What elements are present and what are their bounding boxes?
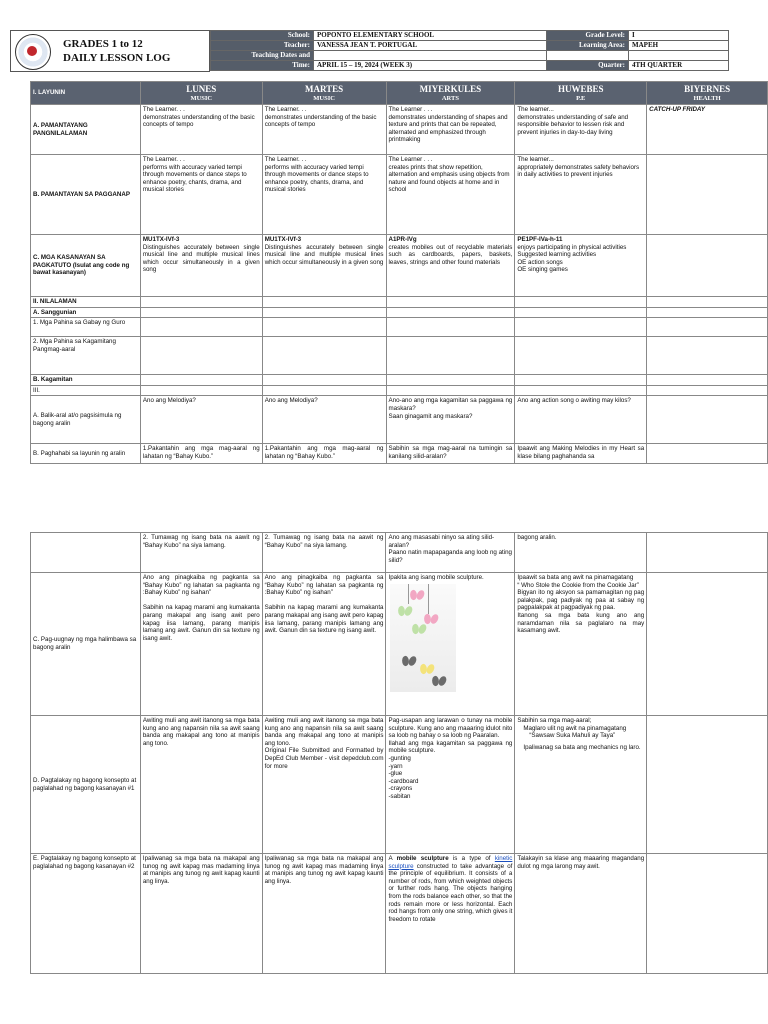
- cell-pamantayang-lunes: The Learner. . . demonstrates understanding of the basic concepts of tempo: [140, 105, 262, 155]
- empty-cell: [647, 396, 768, 444]
- row-label-kagamitan: B. Kagamitan: [31, 375, 141, 386]
- teacher-value: VANESSA JEAN T. PORTUGAL: [314, 41, 547, 51]
- empty-cell: [262, 318, 386, 337]
- empty-cell: [515, 297, 647, 308]
- day-header-huwebes: [515, 82, 647, 105]
- quarter-label: Quarter:: [547, 61, 629, 71]
- empty-cell: [262, 337, 386, 375]
- empty-cell: [140, 385, 262, 396]
- empty-cell: [262, 385, 386, 396]
- competency-text: enjoys participating in physical activities Suggested learning activities OE action songs OE singing games: [517, 243, 627, 274]
- discussion-text: Awiting muli ang awit itanong sa mga bata kung ano ang napansin nila sa awit saang banda ang makapal ang tono at manipis ang tono.: [264, 717, 384, 747]
- empty-cell: [140, 318, 262, 337]
- cell-paghahabi-cont-lunes: 2. Tumawag ng isang bata na aawit ng “Bahay Kubo” na siya lamang.: [140, 533, 262, 573]
- empty-cell: [386, 307, 515, 318]
- row-label-pamantayang: A. PAMANTAYANG PANGNILALAMAN: [31, 105, 141, 155]
- day-name: MIYERKULES: [419, 84, 482, 94]
- text-span: constructed to take advantage of the principle of equilibrium. It consists of a number of rods, from which weighted objects or further rods hang. The objects hanging from the rods balance each other, so that the rods remain more or less horizontal. Each rod hangs from only one string, which gives it freedom to rotate: [388, 862, 513, 923]
- teacher-label: Teacher:: [211, 41, 314, 51]
- cell-d-pagtalakay-martes: [262, 716, 386, 854]
- row-label-e-pagtalakay: E. Pagtalakay ng bagong konsepto at paglalahad ng bagong kasanayan #2: [31, 854, 141, 974]
- empty-cell: [647, 533, 768, 573]
- day-header-biyernes: [647, 82, 768, 105]
- hanging-string: [428, 584, 429, 614]
- empty-cell: [386, 297, 515, 308]
- empty-cell: [647, 155, 768, 235]
- cell-pag-uugnay-huwebes: Ipaawit sa bata ang awit na pinamagatang “ Who Stole the Cookie from the Cookie Jar” Bigyan ito ng aksyon sa pamamagitan ng pag palakpak, pag padiyak ng paa at sabay ng pagpalakpak at pagpadiyak ng paa. Itanong sa mga bata kung ano ang naramdaman nila sa paglalaro na may kasamang awit.: [515, 573, 647, 716]
- header-title-box: [10, 30, 210, 72]
- row-label-pagganap: B. PAMANTAYAN SA PAGGANAP: [31, 155, 141, 235]
- empty-cell: [647, 854, 768, 974]
- day-subject: MUSIC: [313, 95, 335, 102]
- day-header-miyerkules: [386, 82, 515, 105]
- row-label-d-pagtalakay: D. Pagtalakay ng bagong konsepto at paglalahad ng bagong kasanayan #1: [31, 716, 141, 854]
- show-mobile-text: Ipakita ang isang mobile sculpture.: [388, 574, 484, 581]
- butterfly-icon: [398, 606, 412, 616]
- cell-paghahabi-huwebes: Ipaawit ang Making Melodies in my Heart sa klase bilang paghahanda sa: [515, 444, 647, 464]
- instruction-line: Ipaliwanag sa bata ang mechanics ng laro.: [523, 743, 641, 751]
- cell-e-pagtalakay-miyerkules: [386, 854, 515, 974]
- grade-label: Grade Level:: [547, 31, 629, 41]
- school-label: School:: [211, 31, 314, 41]
- butterfly-icon: [432, 676, 446, 686]
- day-subject: HEALTH: [693, 95, 721, 102]
- school-value: POPONTO ELEMENTARY SCHOOL: [314, 31, 547, 41]
- cell-paghahabi-lunes: 1.Pakantahin ang mga mag-aaral ng lahatan ng “Bahay Kubo.”: [140, 444, 262, 464]
- dates-label-2: Time:: [211, 61, 314, 71]
- cell-kasanayan-lunes: [140, 235, 262, 297]
- empty-cell: [31, 533, 141, 573]
- cell-balik-aral-miyerkules: Ano-ano ang mga kagamitan sa paggawa ng maskara? Saan ginagamit ang maskara?: [386, 396, 515, 444]
- day-subject: P.E: [576, 95, 586, 102]
- empty-cell: [515, 385, 647, 396]
- cell-paghahabi-cont-martes: 2. Tumawag ng isang bata na aawit ng “Bahay Kubo” na siya lamang.: [262, 533, 386, 573]
- cell-e-pagtalakay-huwebes: Talakayin sa klase ang maaaring magandang dulot ng mga larong may awit.: [515, 854, 647, 974]
- blank-cell: [629, 51, 729, 61]
- empty-cell: [515, 318, 647, 337]
- row-label-kagamitang: 2. Mga Pahina sa Kagamitang Pangmag-aaral: [31, 337, 141, 375]
- row-label-iii: III.: [31, 385, 141, 396]
- row-label-nilalaman: II. NILALAMAN: [31, 297, 141, 308]
- row-label-pag-uugnay: C. Pag-uugnay ng mga halimbawa sa bagong aralin: [31, 573, 141, 716]
- empty-cell: [647, 375, 768, 386]
- competency-text: Distinguishes accurately between single musical line and multiple musical lines which occur simultaneously in a given song: [264, 243, 384, 266]
- cell-pagganap-martes: The Learner. . . performs with accuracy varied tempi through movements or dance steps to enhance poetry, chants, drama, and musical stories: [262, 155, 386, 235]
- row-label-gabay: 1. Mga Pahina sa Gabay ng Guro: [31, 318, 141, 337]
- competency-code: PE1PF-IVa-h-11: [517, 236, 563, 243]
- layunin-header: I. LAYUNIN: [31, 82, 141, 105]
- catch-up-friday: CATCH-UP FRIDAY: [647, 105, 768, 155]
- cell-e-pagtalakay-martes: Ipaliwanag sa mga bata na makapal ang tunog ng awit kapag mas madaming linya at manipis ang tunog ng awit kapag kaunti ang linya.: [262, 854, 386, 974]
- text-span: is a type of: [448, 855, 495, 862]
- area-label: Learning Area:: [547, 41, 629, 51]
- grade-value: I: [629, 31, 729, 41]
- title-line-1: GRADES 1 to 12: [63, 38, 143, 50]
- cell-paghahabi-cont-miyerkules: Ano ang masasabi ninyo sa ating silid-aralan? Paano natin mapapaganda ang loob ng ating silid?: [386, 533, 515, 573]
- lesson-table-part-2: [30, 532, 768, 974]
- cell-balik-aral-martes: Ano ang Melodiya?: [262, 396, 386, 444]
- title-line-2: DAILY LESSON LOG: [63, 52, 171, 64]
- empty-cell: [515, 375, 647, 386]
- cell-pagganap-lunes: The Learner. . . performs with accuracy varied tempi through movements or dance steps to enhance poetry, chants, drama, and musical stories: [140, 155, 262, 235]
- empty-cell: [647, 235, 768, 297]
- cell-kasanayan-martes: [262, 235, 386, 297]
- day-name: HUWEBES: [557, 84, 604, 94]
- butterfly-icon: [420, 664, 434, 674]
- row-label-kasanayan: C. MGA KASANAYAN SA PAGKATUTO (Isulat ang code ng bawat kasanayan): [31, 235, 141, 297]
- cell-kasanayan-miyerkules: [386, 235, 515, 297]
- quarter-value: 4TH QUARTER: [629, 61, 729, 71]
- empty-cell: [647, 716, 768, 854]
- empty-cell: [647, 337, 768, 375]
- cell-pag-uugnay-martes: Ano ang pinagkaiba ng pagkanta sa “Bahay Kubo” ng lahatan sa pagkanta ng :Bahay Kubo” ng isahan” Sabihin na kapag marami ang kumakanta parang makapal ang isang awit pero kapag iisa lamang, parang manipis lamang ang awit. Ganun din sa texture ng isang awit.: [262, 573, 386, 716]
- blank-cell: [547, 51, 629, 61]
- cell-paghahabi-miyerkules: Sabihin sa mga mag-aaral na tumingin sa kanilang silid-aralan?: [386, 444, 515, 464]
- kinetic-sculpture-link[interactable]: kinetic sculpture: [388, 855, 513, 870]
- empty-cell: [647, 307, 768, 318]
- day-name: BIYERNES: [684, 84, 731, 94]
- row-label-paghahabi: B. Paghahabi sa layunin ng aralin: [31, 444, 141, 464]
- cell-paghahabi-martes: 1.Pakantahin ang mga mag-aaral ng lahatan ng “Bahay Kubo.”: [262, 444, 386, 464]
- cell-pag-uugnay-lunes: Ano ang pinagkaiba ng pagkanta sa “Bahay Kubo” ng lahatan sa pagkanta ng :Bahay Kubo” ng isahan” Sabihin na kapag marami ang kumakanta parang makapal ang isang awit pero kapag iisa lamang, parang manipis lamang ang awit. Ganun din sa texture ng isang awit.: [140, 573, 262, 716]
- empty-cell: [386, 318, 515, 337]
- cell-pamantayang-huwebes: The learner... demonstrates understanding of safe and responsible behavior to lessen risk and prevent injuries in day-to-day living: [515, 105, 647, 155]
- row-label-balik-aral: A. Balik-aral at/o pagsisimula ng bagong aralin: [31, 396, 141, 444]
- cell-paghahabi-cont-huwebes: bagong aralin.: [515, 533, 647, 573]
- empty-cell: [647, 573, 768, 716]
- empty-cell: [515, 337, 647, 375]
- day-subject: ARTS: [441, 95, 459, 102]
- instruction-line: Sabihin sa mga mag-aaral;: [517, 717, 592, 724]
- text-span: A: [388, 855, 397, 862]
- day-header-lunes: [140, 82, 262, 105]
- butterfly-icon: [410, 590, 424, 600]
- dates-label-1: Teaching Dates and: [211, 51, 314, 61]
- song-title: “Sawsaw Suka Mahuli ay Taya”: [529, 732, 616, 740]
- image-background: [390, 584, 456, 692]
- butterfly-icon: [412, 624, 426, 634]
- source-note: Original File Submitted and Formatted by DepEd Club Member - visit depedclub.com for more: [264, 747, 384, 770]
- cell-kasanayan-huwebes: [515, 235, 647, 297]
- day-name: LUNES: [186, 84, 217, 94]
- butterfly-icon: [402, 656, 416, 666]
- term-bold: mobile sculpture: [396, 855, 449, 862]
- area-value: MAPEH: [629, 41, 729, 51]
- cell-balik-aral-lunes: Ano ang Melodiya?: [140, 396, 262, 444]
- empty-cell: [647, 297, 768, 308]
- empty-cell: [515, 307, 647, 318]
- empty-cell: [140, 375, 262, 386]
- document-title: [63, 37, 170, 65]
- cell-pamantayang-miyerkules: The Learner . . . demonstrates understanding of shapes and texture and prints that can be repeated, alternated and emphasized through printmaking: [386, 105, 515, 155]
- dates-value: APRIL 15 – 19, 2024 (WEEK 3): [314, 61, 547, 71]
- competency-code: MU1TX-IVf-3: [264, 236, 302, 243]
- empty-cell: [647, 318, 768, 337]
- empty-cell: [262, 375, 386, 386]
- empty-cell: [386, 385, 515, 396]
- butterfly-icon: [424, 614, 438, 624]
- deped-seal-icon: [15, 34, 51, 70]
- cell-d-pagtalakay-miyerkules: Pag-usapan ang larawan o tunay na mobile sculpture. Kung ano ang maaaring idulot nito sa loob ng bahay o sa loob ng Paaralan. Ilahad ang mga kagamitan sa paggawa ng mobile sculpture. -gunting -yarn -glue -cardboard -crayons -sabitan: [386, 716, 515, 854]
- cell-pagganap-huwebes: The learner... appropriately demonstrates safety behaviors in daily activities to prevent injuries: [515, 155, 647, 235]
- header-info-table: [210, 30, 729, 71]
- cell-d-pagtalakay-lunes: Awiting muli ang awit itanong sa mga bata kung ano ang napansin nila sa awit saang banda ang makapal ang tono at manipis ang tono.: [140, 716, 262, 854]
- cell-pag-uugnay-miyerkules: [386, 573, 515, 716]
- mobile-sculpture-image: [390, 584, 456, 692]
- competency-text: creates mobiles out of recyclable materials such as cardboards, papers, baskets, leaves, strings and other found materials: [388, 243, 513, 266]
- lesson-table-part-1: [30, 81, 768, 464]
- empty-cell: [140, 297, 262, 308]
- cell-pamantayang-martes: The Learner. . . demonstrates understanding of the basic concepts of tempo: [262, 105, 386, 155]
- competency-text: Distinguishes accurately between single musical line and multiple musical lines which occur simultaneously in a given song: [142, 243, 260, 274]
- day-header-martes: [262, 82, 386, 105]
- empty-cell: [262, 307, 386, 318]
- empty-cell: [386, 375, 515, 386]
- empty-cell: [262, 297, 386, 308]
- day-name: MARTES: [304, 84, 344, 94]
- empty-cell: [140, 337, 262, 375]
- competency-code: A1PR-IVg: [388, 236, 417, 243]
- empty-cell: [647, 385, 768, 396]
- empty-cell: [386, 337, 515, 375]
- empty-cell: [647, 444, 768, 464]
- instruction-line: Maglaro ulit ng awit na pinamagatang: [523, 724, 627, 732]
- day-subject: MUSIC: [190, 95, 213, 102]
- competency-code: MU1TX-IVf-3: [142, 236, 180, 243]
- cell-e-pagtalakay-lunes: Ipaliwanag sa mga bata na makapal ang tunog ng awit kapag mas madaming linya at manipis ang tunog ng awit kapag kaunti ang linya.: [140, 854, 262, 974]
- cell-pagganap-miyerkules: The Learner . . . creates prints that show repetition, alternation and emphasis using objects from nature and found objects at home and in school: [386, 155, 515, 235]
- cell-balik-aral-huwebes: Ano ang action song o awiting may kilos?: [515, 396, 647, 444]
- empty-cell: [140, 307, 262, 318]
- cell-d-pagtalakay-huwebes: [515, 716, 647, 854]
- row-label-sanggunian: A. Sanggunian: [31, 307, 141, 318]
- blank-cell: [314, 51, 547, 61]
